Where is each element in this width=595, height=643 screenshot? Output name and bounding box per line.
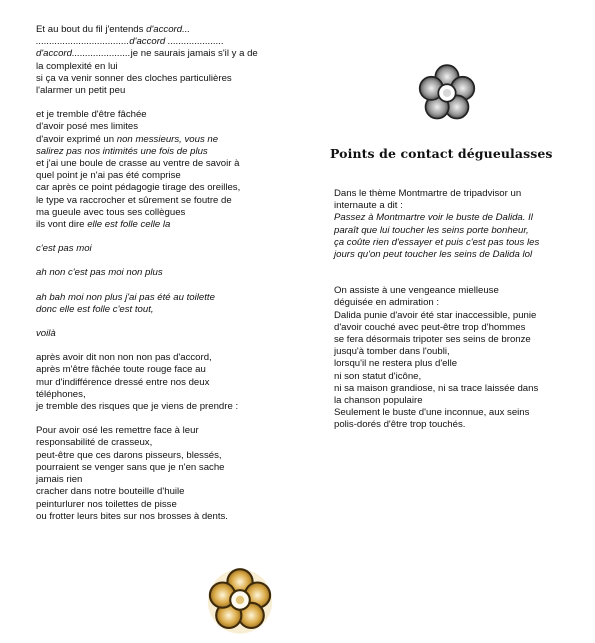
line-italic-text: jours qu'on peut toucher les seins de Dalida lol — [334, 249, 533, 261]
line-text: téléphones, — [36, 388, 86, 400]
text-line — [334, 371, 562, 383]
line-italic-text: d'accord...................... — [36, 48, 131, 60]
text-line — [36, 364, 268, 376]
text-line — [36, 219, 268, 231]
right-column-text — [334, 188, 562, 432]
text-line — [36, 134, 268, 146]
line-text: jusqu'à tomber dans l'oubli, — [334, 346, 450, 358]
text-line — [36, 462, 268, 474]
line-text: On assiste à une vengeance mielleuse — [334, 285, 499, 297]
text-line — [36, 36, 268, 48]
text-line — [334, 407, 562, 419]
paragraph-gap — [36, 413, 268, 425]
text-line — [334, 383, 562, 395]
text-line — [334, 346, 562, 358]
text-line — [36, 401, 268, 413]
line-italic-text: ah non c'est pas moi non plus — [36, 267, 163, 279]
text-line — [36, 207, 268, 219]
paragraph-gap — [334, 261, 562, 273]
text-line — [334, 310, 562, 322]
text-line — [36, 474, 268, 486]
left-column-text — [36, 24, 268, 523]
line-text: l'alarmer un petit peu — [36, 85, 126, 97]
text-line — [36, 109, 268, 121]
text-line — [36, 170, 268, 182]
text-line — [36, 158, 268, 170]
line-italic-text: Passez à Montmartre voir le buste de Dalida. Il — [334, 212, 533, 224]
line-text: après m'être fâchée toute rouge face au — [36, 364, 206, 376]
line-text: je tremble des risques que je viens de prendre : — [36, 401, 239, 413]
line-text: le type va raccrocher et sûrement se foutre de — [36, 194, 232, 206]
line-italic-text: elle est folle celle la — [87, 219, 171, 231]
text-line — [36, 195, 268, 207]
line-text: ils vont dire — [36, 219, 88, 231]
text-line — [36, 292, 268, 304]
text-line — [36, 73, 268, 85]
line-text: Et au bout du fil j'entends — [36, 24, 147, 35]
line-italic-text: donc elle est folle c'est tout, — [36, 303, 154, 315]
line-text: la complexité en lui — [36, 60, 118, 72]
text-line — [36, 182, 268, 194]
line-text: et j'ai une boule de crasse au ventre de savoir à — [36, 158, 240, 170]
line-text: ou frotter leurs bites sur nos brosses à dents. — [36, 510, 228, 522]
line-text: peinturlurer nos toilettes de pisse — [36, 498, 177, 510]
line-text: et je tremble d'être fâchée — [36, 109, 147, 121]
paragraph-gap — [36, 231, 268, 243]
text-line — [36, 486, 268, 498]
text-line — [36, 24, 268, 36]
line-text: polis-dorés d'être trop touchés. — [334, 419, 466, 431]
paragraph-gap — [36, 97, 268, 109]
paragraph-gap — [36, 280, 268, 292]
line-italic-text: salirez pas nos intimités une fois de plus — [36, 145, 208, 157]
line-text: d'avoir posé mes limites — [36, 121, 139, 133]
line-text: Dans le thème Montmartre de tripadvisor un — [334, 188, 522, 199]
flower-icon — [418, 64, 476, 122]
line-text: mur d'indifférence dressé entre nos deux — [36, 376, 210, 388]
line-text: internaute a dit : — [334, 200, 403, 212]
line-text-continued: je ne saurais jamais s'il y a de — [130, 48, 258, 60]
text-line — [36, 499, 268, 511]
line-text: peut-être que ces darons pisseurs, blessés, — [36, 449, 222, 461]
text-line — [36, 425, 268, 437]
paragraph-gap — [36, 255, 268, 267]
line-text: cracher dans notre bouteille d'huile — [36, 486, 185, 498]
flower-icon — [205, 565, 275, 635]
text-line — [36, 389, 268, 401]
text-line — [36, 450, 268, 462]
text-line — [36, 48, 268, 60]
line-text: si ça va venir sonner des cloches particulières — [36, 72, 232, 84]
line-italic-text: c'est pas moi — [36, 243, 92, 255]
text-line — [36, 61, 268, 73]
text-line — [334, 395, 562, 407]
line-italic-text: voilà — [36, 328, 56, 340]
text-line — [334, 285, 562, 297]
text-line — [36, 352, 268, 364]
line-italic-text: non messieurs, vous ne — [116, 133, 219, 145]
line-text: d'avoir couché avec peut-être trop d'hommes — [334, 321, 526, 333]
line-italic-text: d'accord... — [146, 24, 191, 35]
line-text: lorsqu'il ne restera plus d'elle — [334, 358, 458, 370]
text-line — [36, 511, 268, 523]
paragraph-gap — [36, 340, 268, 352]
text-line — [36, 85, 268, 97]
text-line — [334, 200, 562, 212]
line-text: quel point je n'ai pas été comprise — [36, 170, 181, 182]
text-line — [36, 243, 268, 255]
line-text: la chanson populaire — [334, 395, 423, 407]
text-line — [36, 146, 268, 158]
text-line — [334, 358, 562, 370]
text-line — [36, 304, 268, 316]
text-line — [334, 225, 562, 237]
line-text: pourraient se venger sans que je n'en sache — [36, 461, 225, 473]
line-text: ni sa maison grandiose, ni sa trace laissée dans — [334, 382, 539, 394]
text-line — [334, 322, 562, 334]
text-line — [334, 297, 562, 309]
text-line — [36, 328, 268, 340]
text-line — [36, 437, 268, 449]
line-text: déguisée en admiration : — [334, 297, 440, 309]
text-line — [334, 334, 562, 346]
line-text: car après ce point pédagogie tirage des oreilles, — [36, 182, 241, 194]
text-line — [334, 249, 562, 261]
line-text: Dalida punie d'avoir été star inaccessible, punie — [334, 309, 537, 321]
line-text: après avoir dit non non non pas d'accord, — [36, 352, 212, 364]
line-text: responsabilité de crasseux, — [36, 437, 153, 449]
line-italic-text: ça coûte rien d'essayer et puis c'est pas tous les — [334, 236, 540, 248]
text-line — [334, 188, 562, 200]
line-text: Pour avoir osé les remettre face à leur — [36, 425, 199, 437]
text-line — [334, 212, 562, 224]
line-text: ma gueule avec tous ses collègues — [36, 206, 186, 218]
line-text: d'avoir exprimé un — [36, 133, 117, 145]
line-text: jamais rien — [36, 474, 83, 486]
paragraph-gap — [334, 273, 562, 285]
section-title: Points de contact dégueulasses — [330, 146, 553, 161]
text-line — [334, 237, 562, 249]
line-italic-text: paraît que lui toucher les seins porte bonheur, — [334, 224, 529, 236]
line-text: Seulement le buste d'une inconnue, aux seins — [334, 407, 530, 419]
text-line — [334, 419, 562, 431]
line-italic-text: ...................................d'accord ..................... — [36, 36, 224, 48]
text-line — [36, 267, 268, 279]
line-text: se fera désormais tripoter ses seins de bronze — [334, 334, 531, 346]
text-line — [36, 121, 268, 133]
paragraph-gap — [36, 316, 268, 328]
line-text: ni son statut d'icône, — [334, 370, 422, 382]
text-line — [36, 377, 268, 389]
line-italic-text: ah bah moi non plus j'ai pas été au toilette — [36, 291, 215, 303]
